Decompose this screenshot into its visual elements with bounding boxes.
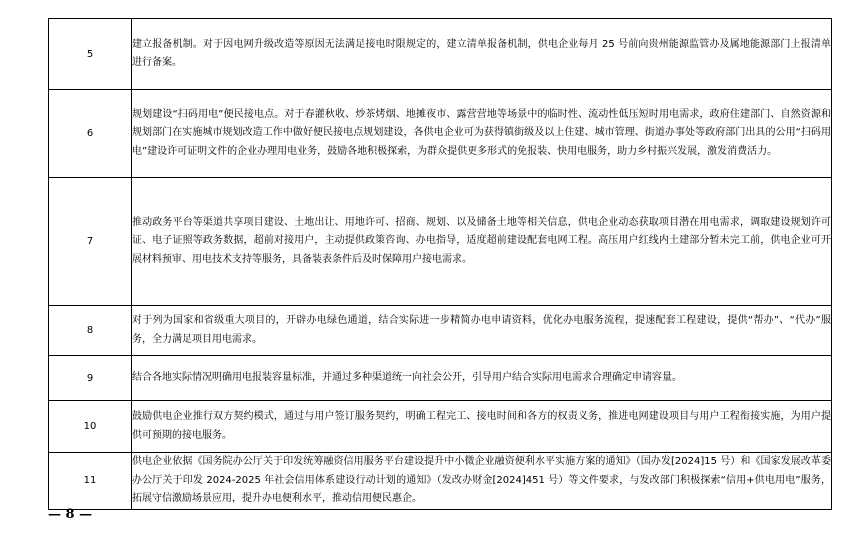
page-number: — 8 — [48, 507, 93, 522]
row-content: 供电企业依据《国务院办公厅关于印发统筹融资信用服务平台建设提升中小微企业融资便利水平实施方案的通知》（国办发[2024]15 号）和《国家发展改革委办公厅关于印发 2024-2025 年社会信用体系建设行动计划的通知》（发改办财金[2024]451 号）等文件要求，与发改部门积极探索“信用+供电用电”服务，拓展守信激励场景应用，提升办电便利水平，推动信用便民惠企。 [132, 453, 832, 510]
row-content: 推动政务平台等渠道共享项目建设、土地出让、用地许可、招商、规划、以及储备土地等相关信息，供电企业动态获取项目潜在用电需求，调取建设规划许可证、电子证照等政务数据，超前对接用户，主动提供政策咨询、办电指导，适度超前建设配套电网工程。高压用户红线内土建部分暂未完工前，供电企业可开展材料预审、用电技术支持等服务，具备装表条件后及时保障用户接电需求。 [132, 178, 832, 306]
row-content: 对于列为国家和省级重大项目的，开辟办电绿色通道，结合实际进一步精简办电申请资料，优化办电服务流程，提速配套工程建设，提供“帮办”、“代办”服务，全力满足项目用电需求。 [132, 306, 832, 356]
row-number: 10 [49, 401, 132, 453]
table-row [49, 356, 832, 401]
row-number: 8 [49, 306, 132, 356]
row-number: 11 [49, 453, 132, 510]
row-content: 鼓励供电企业推行双方契约模式，通过与用户签订服务契约，明确工程完工、接电时间和各方的权责义务，推进电网建设项目与用户工程衔接实施，为用户提供可预期的接电服务。 [132, 401, 832, 453]
row-number: 6 [49, 90, 132, 178]
table-row [49, 453, 832, 510]
table-row [49, 19, 832, 90]
row-number: 7 [49, 178, 132, 306]
table-row [49, 178, 832, 306]
table-row [49, 90, 832, 178]
table-row [49, 306, 832, 356]
row-number: 5 [49, 19, 132, 90]
row-content: 建立报备机制。对于因电网升级改造等原因无法满足接电时限规定的，建立清单报备机制，供电企业每月 25 号前向贵州能源监管办及属地能源部门上报清单进行备案。 [132, 19, 832, 90]
row-content: 结合各地实际情况明确用电报装容量标准，并通过多种渠道统一向社会公开，引导用户结合实际用电需求合理确定申请容量。 [132, 356, 832, 401]
row-number: 9 [49, 356, 132, 401]
table-row [49, 401, 832, 453]
row-content: 规划建设“扫码用电”便民接电点。对于春灌秋收、炒茶烤烟、地摊夜市、露营营地等场景中的临时性、流动性低压短时用电需求，政府住建部门、自然资源和规划部门在实施城市规划改造工作中做好便民接电点规划建设，各供电企业可为获得镇街级及以上住建、城市管理、街道办事处等政府部门出具的公用“扫码用电”建设许可证明文件的企业办理用电业务，鼓励各地积极探索，为群众提供更多形式的免报装、快用电服务，助力乡村振兴发展，激发消费活力。 [132, 90, 832, 178]
policy-table [48, 18, 832, 510]
